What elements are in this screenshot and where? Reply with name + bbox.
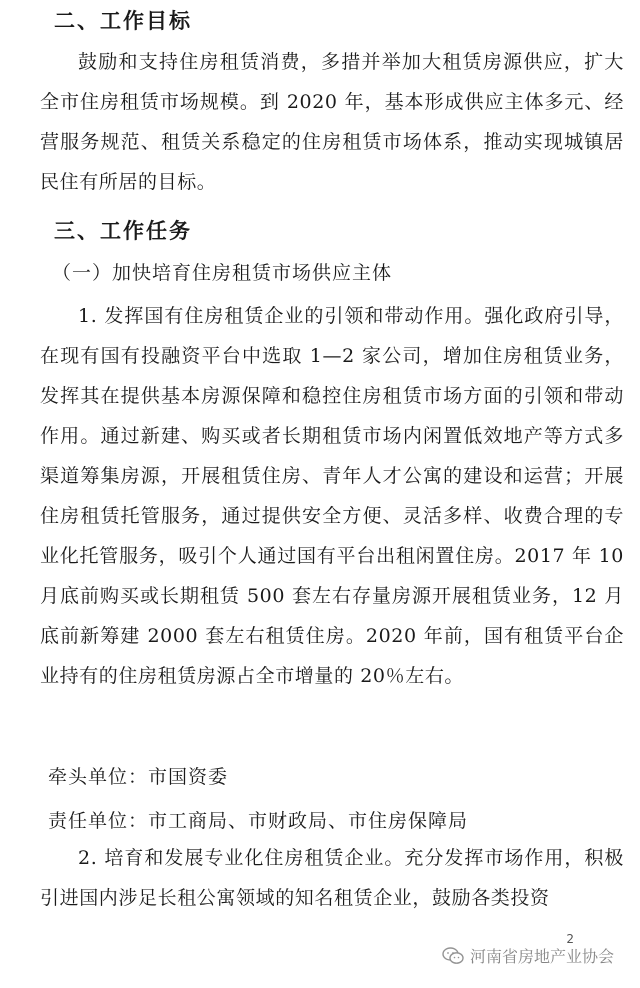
section-2-paragraph: 鼓励和支持住房租赁消费，多措并举加大租赁房源供应，扩大全市住房租赁市场规模。到 2020 年，基本形成供应主体多元、经营服务规范、租赁关系稳定的住房租赁市场体系，推动实现城镇居民住有所居的目标。 — [40, 51, 624, 193]
section-2-heading: 二、工作目标 — [54, 9, 192, 33]
item-1-paragraph: 1. 发挥国有住房租赁企业的引领和带动作用。强化政府引导，在现有国有投融资平台中选取 1—2 家公司，增加住房租赁业务，发挥其在提供基本房源保障和稳控住房租赁市场方面的引领和带动作用。通过新建、购买或者长期租赁市场内闲置低效地产等方式多渠道筹集房源，开展租赁住房、青年人才公寓的建设和运营；开展住房租赁托管服务，通过提供安全方便、灵活多样、收费合理的专业化托管服务，吸引个人通过国有平台出租闲置住房。2017 年 10 月底前购买或长期租赁 500 套左右存量房源开展租赁业务，12 月底前新筹建 2000 套左右租赁住房。2020 年前，国有租赁平台企业持有的住房租赁房源占全市增量的 20％左右。 — [40, 305, 624, 687]
watermark-text: 河南省房地产业协会 — [469, 947, 614, 966]
responsible-unit: 责任单位：市工商局、市财政局、市住房保障局 — [48, 810, 469, 832]
lead-unit: 牵头单位：市国资委 — [48, 766, 229, 788]
watermark — [442, 944, 614, 967]
wechat-icon — [442, 947, 464, 965]
subsection-1-heading: （一）加快培育住房租赁市场供应主体 — [52, 262, 393, 284]
item-2-paragraph: 2. 培育和发展专业化住房租赁企业。充分发挥市场作用，积极引进国内涉足长租公寓领域的知名租赁企业，鼓励各类投资 — [40, 847, 624, 909]
page-number: 2 — [566, 932, 574, 946]
section-3-heading: 三、工作任务 — [54, 219, 192, 243]
